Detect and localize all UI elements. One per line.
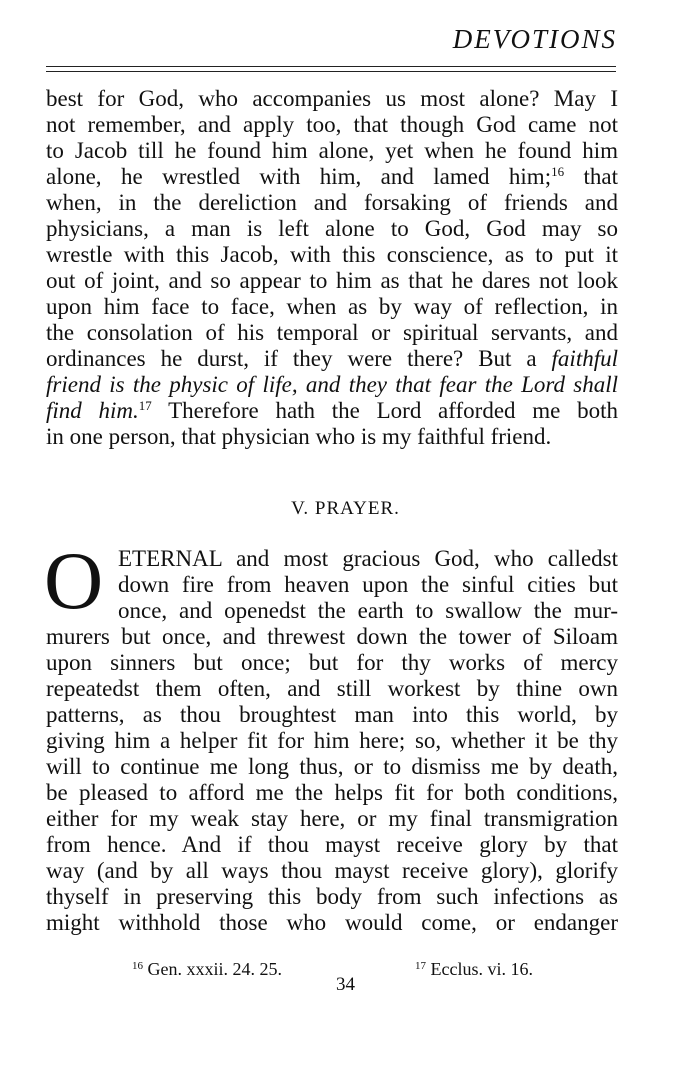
- text-line: either for my weak stay here, or my final transmigration: [46, 806, 618, 831]
- text-line: thyself in preserving this body from such infections as: [46, 884, 618, 909]
- text-line-italic: friend is the physic of life, and they that fear the Lord shall: [46, 372, 618, 397]
- footnote-17: $^{17}$ Ecclus. vi. 16.: [415, 959, 533, 979]
- text-line: patterns, as thou broughtest man into this world, by: [46, 702, 618, 727]
- text-line: ordinances he durst, if they were there? But a faithful: [46, 346, 618, 371]
- footnote-16: $^{16}$ Gen. xxxii. 24. 25.: [132, 959, 282, 979]
- text-line: wrestle with this Jacob, with this conscience, as to put it: [46, 242, 618, 267]
- text-line: to Jacob till he found him alone, yet when he found him: [46, 138, 618, 163]
- header-rule-top: [46, 66, 616, 67]
- header-rule-bottom: [46, 71, 616, 72]
- text-line: repeatedst them often, and still workest by thine own: [46, 676, 618, 701]
- text-line: ETERNAL and most gracious God, who calledst: [118, 546, 618, 571]
- text-line: physicians, a man is left alone to God, God may so: [46, 216, 618, 241]
- text-line: find him.$^{17}$ Therefore hath the Lord afforded me both: [46, 398, 618, 423]
- text-line: might withhold those who would come, or endanger: [46, 910, 618, 935]
- section-heading: V. PRAYER.: [291, 498, 400, 519]
- text-line: once, and openedst the earth to swallow the mur-: [118, 598, 618, 623]
- text-line: be pleased to afford me the helps fit for both conditions,: [46, 780, 618, 805]
- text-line: giving him a helper fit for him here; so, whether it be thy: [46, 728, 618, 753]
- text-line: when, in the dereliction and forsaking of friends and: [46, 190, 618, 215]
- text-line: the consolation of his temporal or spiritual servants, and: [46, 320, 618, 345]
- footnote-ref[interactable]: 16: [551, 164, 565, 179]
- text-line: upon him face to face, when as by way of reflection, in: [46, 294, 618, 319]
- text-line: upon sinners but once; but for thy works of mercy: [46, 650, 618, 675]
- footnote-ref[interactable]: 17: [138, 398, 152, 413]
- text-line: not remember, and apply too, that though God came not: [46, 112, 618, 137]
- running-title: DEVOTIONS: [452, 24, 617, 54]
- text-line: best for God, who accompanies us most alone? May I: [46, 86, 618, 111]
- text-line: murers but once, and threwest down the tower of Siloam: [46, 624, 618, 649]
- text-line: will to continue me long thus, or to dismiss me by death,: [46, 754, 618, 779]
- text-line: way (and by all ways thou mayst receive glory), glorify: [46, 858, 618, 883]
- text-line: in one person, that physician who is my faithful friend.: [46, 424, 552, 449]
- drop-cap: O: [44, 535, 104, 626]
- text-line: alone, he wrestled with him, and lamed him;$^{16}$ that: [46, 164, 618, 189]
- text-line: down fire from heaven upon the sinful cities but: [118, 572, 618, 597]
- text-line: out of joint, and so appear to him as that he dares not look: [46, 268, 618, 293]
- text-line: from hence. And if thou mayst receive glory by that: [46, 832, 618, 857]
- page-number: 34: [336, 974, 355, 995]
